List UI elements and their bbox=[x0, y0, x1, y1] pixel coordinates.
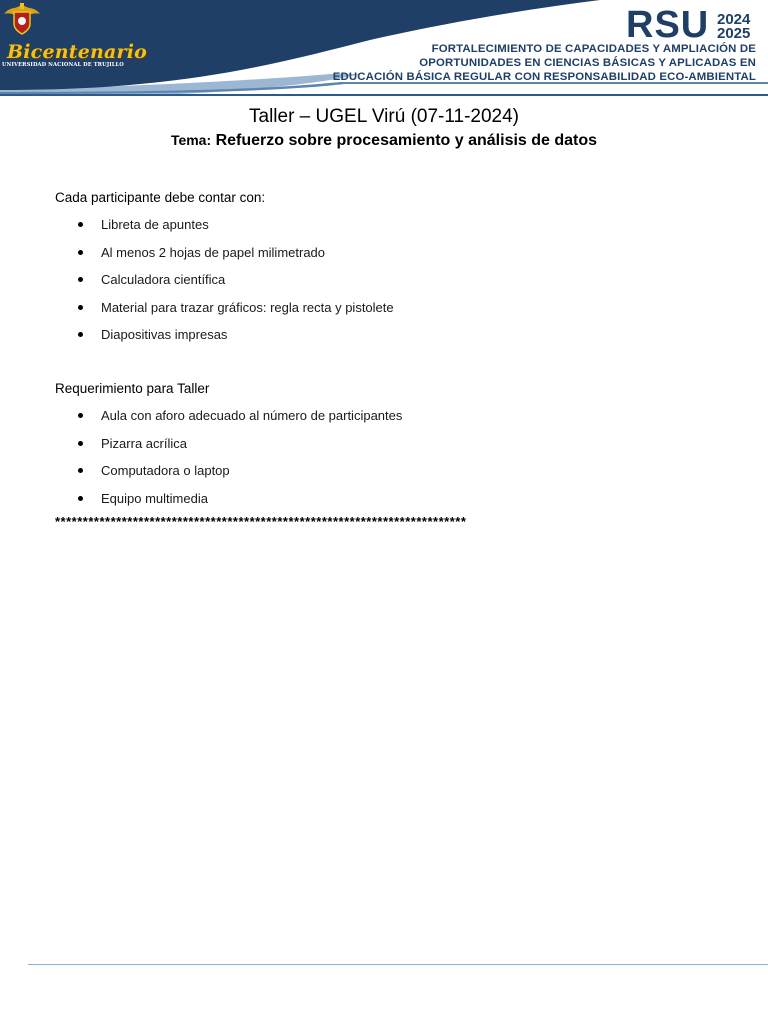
program-title-line-1: FORTALECIMIENTO DE CAPACIDADES Y AMPLIACIÓN DE bbox=[431, 43, 756, 55]
workshop-requirements-list bbox=[0, 407, 402, 517]
list-item-text: Aula con aforo adecuado al número de participantes bbox=[101, 408, 403, 423]
list-item-text: Diapositivas impresas bbox=[101, 327, 228, 342]
subtitle-label: Tema: bbox=[170, 132, 212, 148]
bullet-icon bbox=[78, 413, 83, 418]
section-heading-requerimiento: Requerimiento para Taller bbox=[55, 381, 210, 396]
rsu-year-end: 2025 bbox=[717, 25, 751, 42]
list-item bbox=[0, 490, 402, 518]
footer-rule bbox=[28, 964, 768, 965]
document-title: Taller – UGEL Virú (07-11-2024) bbox=[249, 106, 519, 127]
asterisk-divider: ************************************************************************** bbox=[55, 514, 467, 529]
list-item-text: Al menos 2 hojas de papel milimetrado bbox=[101, 244, 326, 260]
participant-materials-list bbox=[0, 216, 394, 354]
list-item-text: Material para trazar gráficos: regla recta y pistolete bbox=[101, 299, 394, 315]
bullet-icon bbox=[78, 305, 83, 310]
document-subtitle bbox=[0, 132, 768, 150]
bullet-icon bbox=[78, 496, 83, 501]
program-title-line-2: OPORTUNIDADES EN CIENCIAS BÁSICAS Y APLICADAS EN bbox=[419, 57, 756, 69]
list-item bbox=[0, 216, 394, 244]
rsu-years bbox=[717, 13, 750, 41]
list-item bbox=[0, 435, 402, 463]
section-heading-participantes: Cada participante debe contar con: bbox=[55, 190, 266, 205]
university-crest-icon bbox=[0, 0, 44, 36]
bullet-icon bbox=[78, 222, 83, 227]
list-item-text: Pizarra acrílica bbox=[101, 435, 187, 451]
bullet-icon bbox=[78, 332, 83, 337]
bullet-icon bbox=[78, 441, 83, 446]
list-item bbox=[0, 326, 394, 354]
subtitle-text: Refuerzo sobre procesamiento y análisis de datos bbox=[215, 132, 598, 149]
header-banner bbox=[0, 0, 768, 96]
university-name: UNIVERSIDAD NACIONAL DE TRUJILLO bbox=[2, 62, 124, 68]
list-item-text: Libreta de apuntes bbox=[101, 217, 209, 232]
program-title-line-3: EDUCACIÓN BÁSICA REGULAR CON RESPONSABILIDAD ECO-AMBIENTAL bbox=[332, 71, 756, 83]
rsu-year-start: 2024 bbox=[717, 11, 751, 28]
list-item bbox=[0, 244, 394, 272]
bullet-icon bbox=[78, 277, 83, 282]
list-item bbox=[0, 462, 402, 490]
list-item-text: Equipo multimedia bbox=[101, 490, 208, 506]
list-item-text: Computadora o laptop bbox=[101, 463, 230, 478]
bullet-icon bbox=[78, 468, 83, 473]
list-item bbox=[0, 407, 402, 435]
bullet-icon bbox=[78, 250, 83, 255]
list-item bbox=[0, 299, 394, 327]
list-item bbox=[0, 271, 394, 299]
bicentenario-logo-text: Bicentenario bbox=[7, 41, 148, 63]
list-item-text: Calculadora científica bbox=[101, 272, 226, 287]
rsu-logo: RSU bbox=[626, 4, 710, 46]
